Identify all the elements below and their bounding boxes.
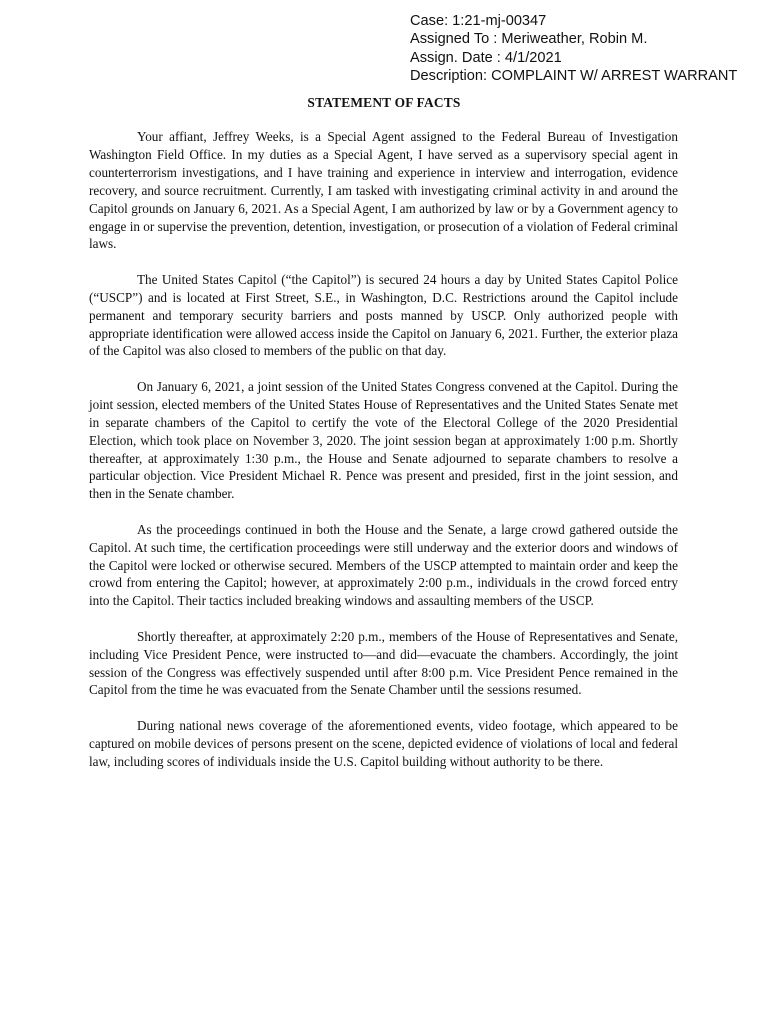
assign-date: Assign. Date : 4/1/2021	[410, 49, 562, 66]
paragraph: The United States Capitol (“the Capitol”) is secured 24 hours a day by United States Capitol Police (“USCP”) and is located at First Street, S.E., in Washington, D.C. Restrictions around the Capitol include permanent and temporary security barriers and posts manned by USCP. Only authorized people with appropriate identification were allowed access inside the Capitol on January 6, 2021. Further, the exterior plaza of the Capitol was also closed to members of the public on that day.	[89, 271, 678, 359]
document-title: STATEMENT OF FACTS	[307, 95, 461, 110]
case-stamp	[410, 12, 737, 86]
assigned-to: Assigned To : Meriweather, Robin M.	[410, 31, 648, 48]
paragraph: On January 6, 2021, a joint session of the United States Congress convened at the Capitol. During the joint session, elected members of the United States House of Representatives and the United States Senate met in separate chambers of the Capitol to certify the vote of the Electoral College of the 2020 Presidential Election, which took place on November 3, 2020. The joint session began at approximately 1:00 p.m. Shortly thereafter, at approximately 1:30 p.m., the House and Senate adjourned to separate chambers to resolve a particular objection. Vice President Michael R. Pence was present and presided, first in the joint session, and then in the Senate chamber.	[89, 378, 678, 502]
paragraph: Your affiant, Jeffrey Weeks, is a Special Agent assigned to the Federal Bureau of Investigation Washington Field Office. In my duties as a Special Agent, I have served as a supervisory special agent in counterterrorism investigations, and I have training and experience in interview and interrogation, evidence recovery, and source recruitment. Currently, I am tasked with investigating criminal activity in and around the Capitol grounds on January 6, 2021. As a Special Agent, I am authorized by law or by a Government agency to engage in or supervise the prevention, detention, investigation, or prosecution of a violation of Federal criminal laws.	[89, 129, 678, 252]
case-number: Case: 1:21-mj-00347	[410, 13, 547, 29]
paragraph: During national news coverage of the aforementioned events, video footage, which appeared to be captured on mobile devices of persons present on the scene, depicted evidence of violations of local and federal law, including scores of individuals inside the U.S. Capitol building without authority to be there.	[89, 717, 678, 769]
paragraph: As the proceedings continued in both the House and the Senate, a large crowd gathered outside the Capitol. At such time, the certification proceedings were still underway and the exterior doors and windows of the Capitol were locked or otherwise secured. Members of the USCP attempted to maintain order and keep the crowd from entering the Capitol; however, at approximately 2:00 p.m., individuals in the crowd forced entry into the Capitol. Their tactics included breaking windows and assaulting members of the USCP.	[89, 521, 678, 609]
paragraph: Shortly thereafter, at approximately 2:20 p.m., members of the House of Representatives and Senate, including Vice President Pence, were instructed to—and did—evacuate the chambers. Accordingly, the joint session of the Congress was effectively suspended until after 8:00 p.m. Vice President Pence remained in the Capitol from the time he was evacuated from the Senate Chamber until the sessions resumed.	[89, 628, 678, 698]
case-description: Description: COMPLAINT W/ ARREST WARRANT	[410, 68, 738, 85]
document-body	[89, 128, 678, 788]
